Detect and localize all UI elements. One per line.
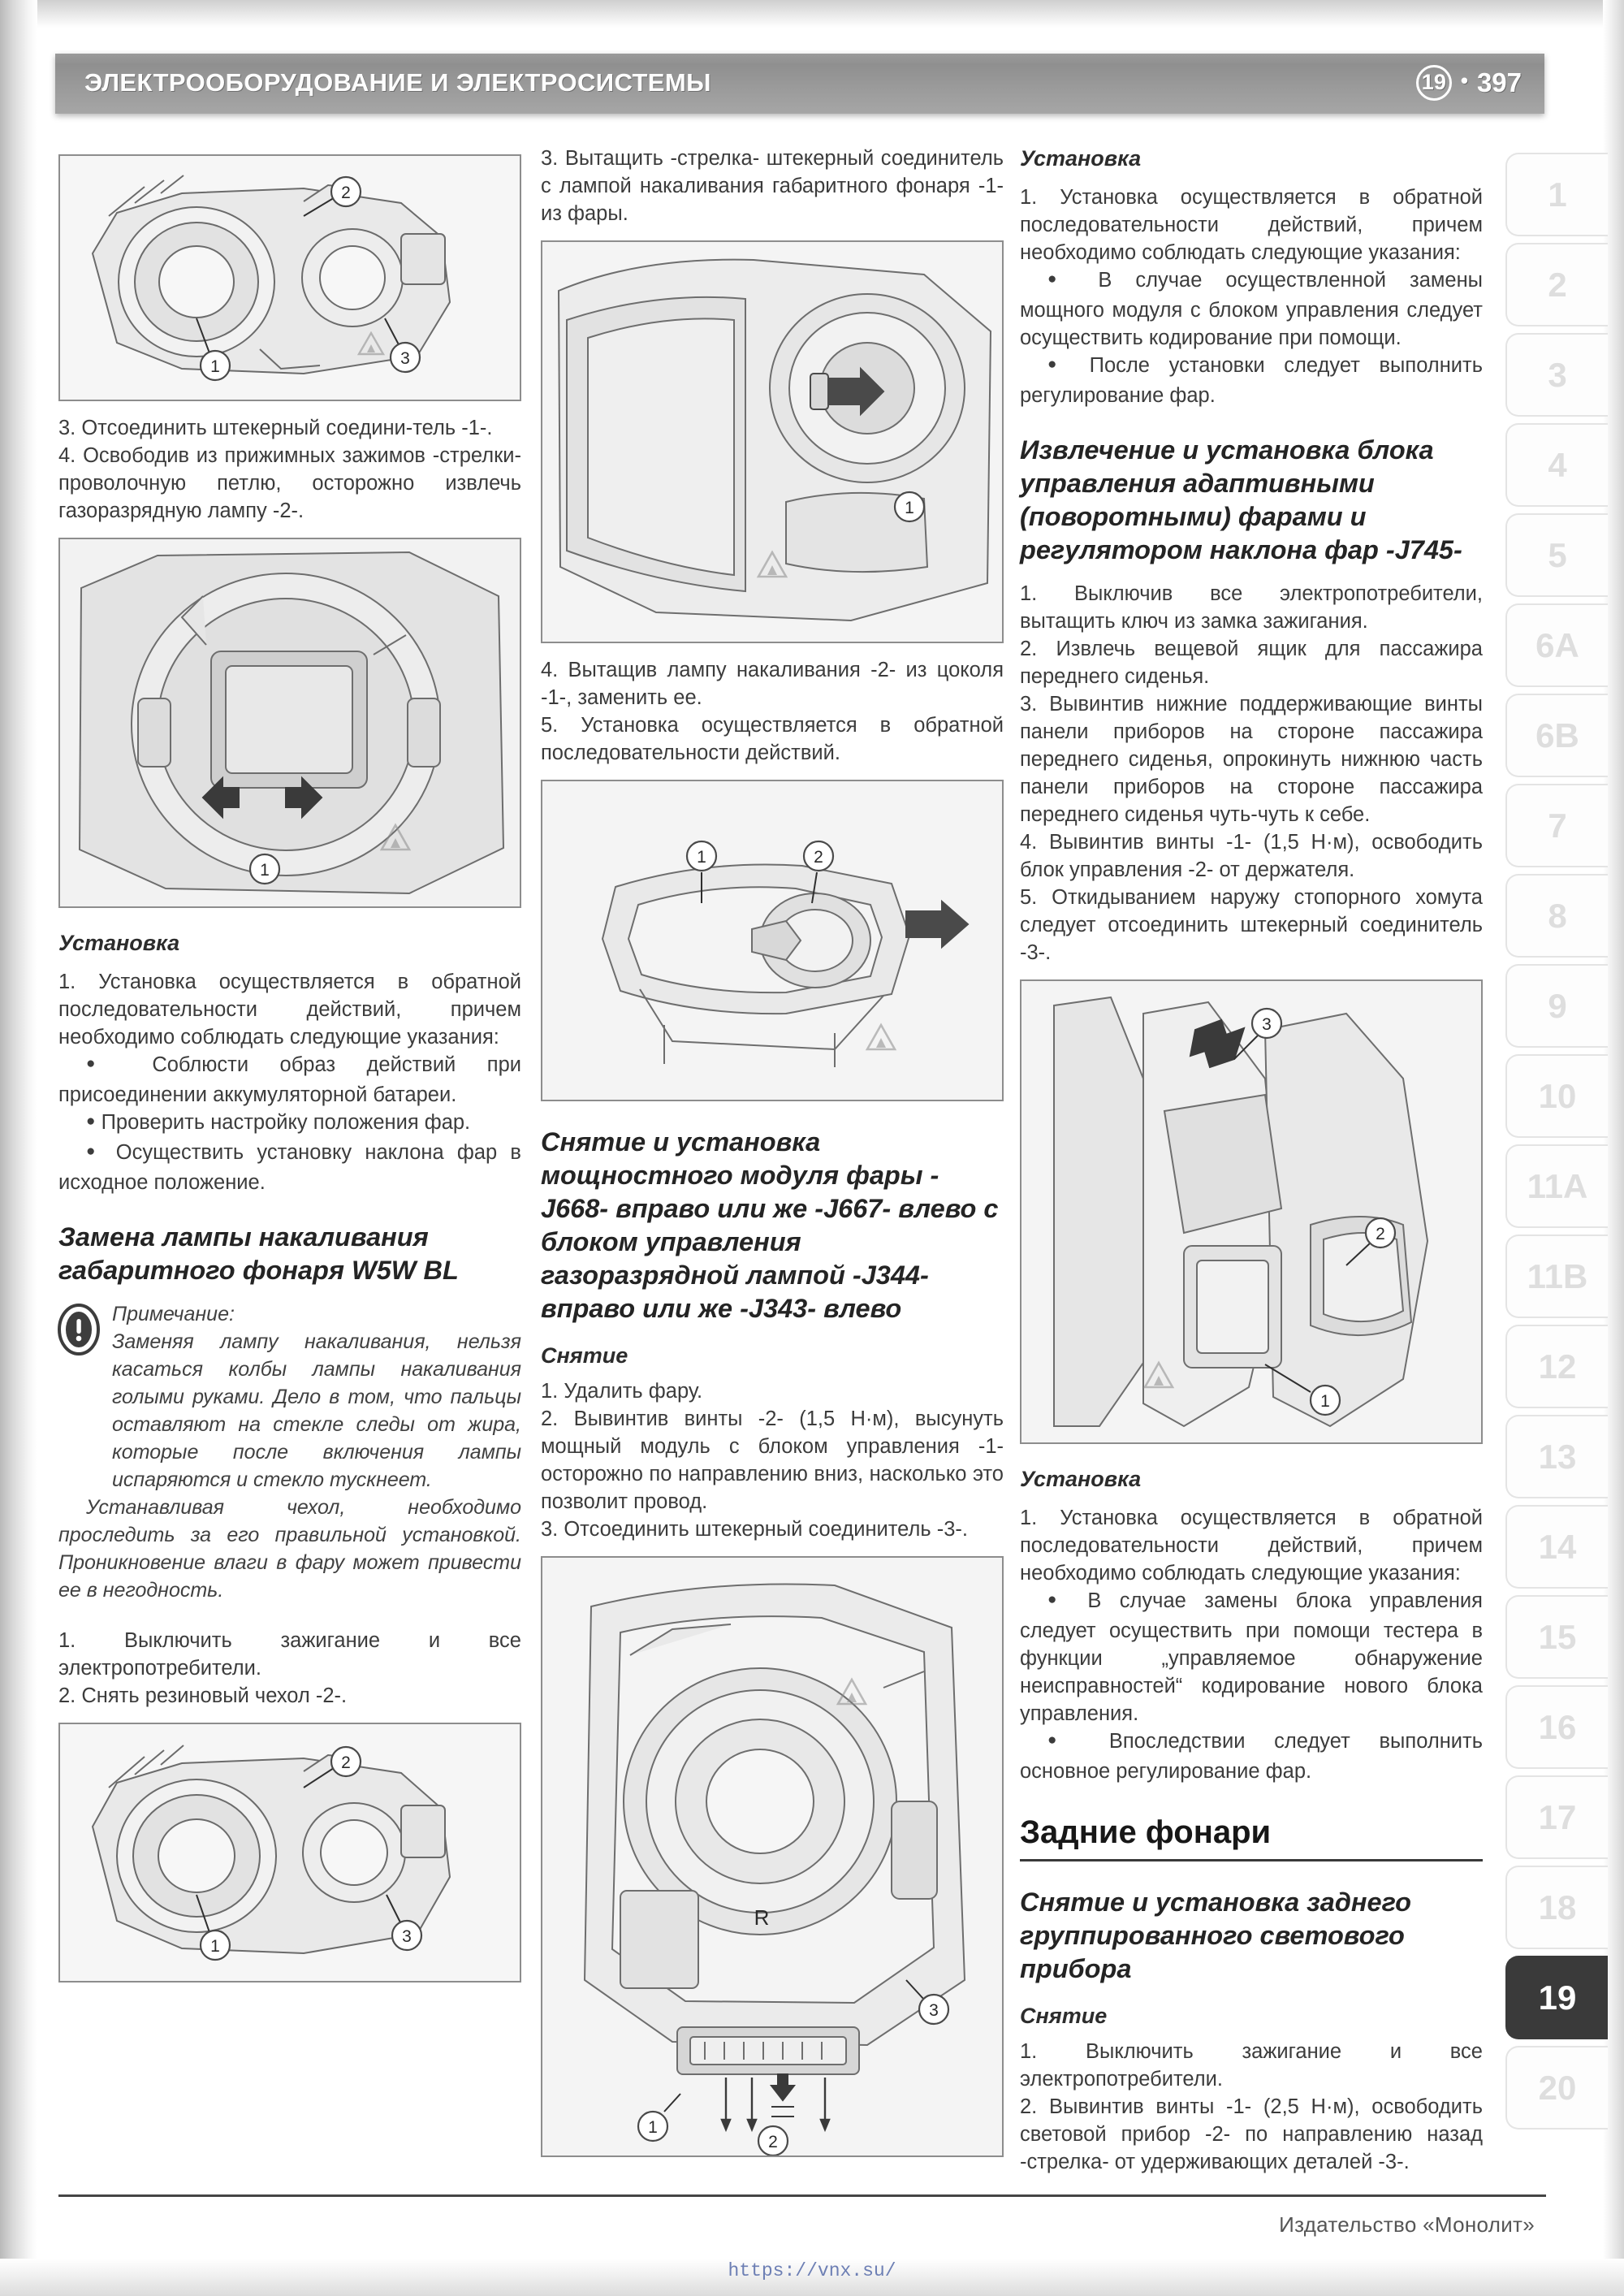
tab-12[interactable]: 12 [1505,1325,1608,1408]
svg-text:2: 2 [341,184,351,202]
step-text: 2. Вывинтив винты -2- (1,5 Н·м), высунуть мощный модуль с блоком управления -1- осторожно по направлению вниз, насколько это позволит провод. [541,1407,1004,1513]
bullet-text: Впоследствии следует выполнить основное регулирование фар. [1020,1730,1483,1783]
scan-edge-top [0,0,1624,28]
bullet-item: ● В случае замены блока управления следует осуществить при помощи тестера в функции „управляемое обнаружение неисправностей“ кодирование нового блока управления. [1020,1589,1483,1725]
column-left [58,145,521,1995]
svg-text:3: 3 [929,2001,939,2020]
tab-13[interactable]: 13 [1505,1415,1608,1498]
note-block [58,1300,521,1604]
step-text: 1. Установка осуществляется в обратной последовательности действий, причем необходимо соблюдать следующие указания: [1020,1507,1483,1585]
step-text: 5. Установка осуществляется в обратной последовательности действий. [541,714,1004,764]
svg-text:1: 1 [210,1937,220,1956]
figure-control-unit [1020,979,1483,1444]
tab-11a[interactable]: 11A [1505,1144,1608,1228]
step-text: 5. Откидыванием наружу стопорного хомута следует отсоединить штекерный соединитель -3-. [1020,886,1483,964]
tab-11b[interactable]: 11B [1505,1234,1608,1318]
svg-text:3: 3 [402,1927,412,1946]
column-middle [541,145,1004,2170]
step-text: 2. Снять резиновый чехол -2-. [58,1684,348,1707]
svg-text:1: 1 [210,357,220,376]
svg-text:3: 3 [1262,1015,1272,1034]
bulb-replacement-heading: Замена лампы накаливания габаритного фонаря W5W BL [58,1222,459,1285]
note-label: Примечание: [112,1303,235,1325]
step-text: 1. Установка осуществляется в обратной последовательности действий, причем необходимо соблюдать следующие указания: [1020,186,1483,264]
page-number-group [1416,65,1522,101]
svg-text:2: 2 [768,2133,778,2151]
figure-bulb-holder [541,780,1004,1101]
chapter-badge: 19 [1416,65,1452,101]
svg-text:1: 1 [905,499,914,517]
step-text: 3. Вывинтив нижние поддерживающие винты панели приборов на стороне пассажира переднего сиденья, опрокинуть нижнюю часть панели приборов на стороне пассажира переднего сиденья чуть-чуть к себе. [1020,693,1483,826]
publisher-name: Издательство «Монолит» [1279,2212,1535,2237]
step-text: 3. Вытащить -стрелка- штекерный соединитель с лампой накаливания габаритного фонаря -1- из фары. [541,147,1004,225]
bullet-item: ● После установки следует выполнить регулирование фар. [1020,354,1483,407]
control-unit-heading: Извлечение и установка блока управления адаптивными (поворотными) фарами и регулятором наклона фар -J745- [1020,435,1462,564]
bullet-item: ● В случае осуществленной замены мощного модуля с блоком управления следует осуществить кодирование при помощи. [1020,269,1483,349]
svg-text:2: 2 [341,1753,351,1772]
tab-5[interactable]: 5 [1505,513,1608,597]
tab-6b[interactable]: 6B [1505,694,1608,777]
figure-headlamp-assembly-2 [58,1723,521,1983]
step-text: 3. Отсоединить штекерный соедини-тель -1-. [58,417,493,439]
note-text: Заменяя лампу накаливания, нельзя касаться колбы лампы накаливания голыми руками. Дело в том, что пальцы оставляют на стекле следы от жира, которые после включения лампы испаряются и стекло тускнеет. [112,1330,521,1491]
scan-edge-left [0,0,37,2296]
step-text: 2. Извлечь вещевой ящик для пассажира переднего сиденья. [1020,638,1483,688]
tab-14[interactable]: 14 [1505,1505,1608,1589]
bullet-text: Соблюсти образ действий при присоединении аккумуляторной батареи. [58,1053,521,1106]
chapter-index-tabs[interactable] [1505,153,1608,2136]
tab-1[interactable]: 1 [1505,153,1608,236]
figure-connector-pull [541,240,1004,643]
step-text: 1. Выключить зажигание и все электропотребители. [58,1629,521,1680]
bullet-item: ● Соблюсти образ действий при присоединении аккумуляторной батареи. [58,1053,521,1106]
figure-gas-discharge-lamp [58,538,521,908]
svg-text:1: 1 [697,848,706,867]
svg-text:2: 2 [814,848,823,867]
bullet-item: ● Впоследствии следует выполнить основное регулирование фар. [1020,1730,1483,1783]
bullet-text: После установки следует выполнить регулирование фар. [1020,354,1483,407]
bullet-item: ● Осуществить установку наклона фар в исходное положение. [58,1141,521,1194]
step-text: 4. Вывинтив винты -1- (1,5 Н·м), освободить блок управления -2- от держателя. [1020,831,1483,881]
install-heading: Установка [1020,1467,1142,1491]
bullet-text: В случае замены блока управления следует осуществить при помощи тестера в функции „управляемое обнаружение неисправностей“ кодирование нового блока управления. [1020,1589,1483,1725]
tab-8[interactable]: 8 [1505,874,1608,958]
bullet-item: ● Проверить настройку положения фар. [86,1111,471,1134]
tab-16[interactable]: 16 [1505,1685,1608,1769]
power-module-heading: Снятие и установка мощностного модуля фары -J668- вправо или же -J667- влево с блоком управления газоразрядной лампой -J344- вправо или же -J343- влево [541,1127,999,1323]
removal-heading: Снятие [541,1343,628,1368]
step-text: 4. Освободив из прижимных зажимов -стрелки- проволочную петлю, осторожно извлечь газоразрядную лампу -2-. [58,444,521,522]
tab-17[interactable]: 17 [1505,1775,1608,1859]
page-title: ЭЛЕКТРООБОРУДОВАНИЕ И ЭЛЕКТРОСИСТЕМЫ [84,68,711,97]
svg-text:3: 3 [400,349,410,368]
tab-6a[interactable]: 6A [1505,603,1608,687]
svg-text:2: 2 [1376,1225,1385,1243]
bullet-text: Осуществить установку наклона фар в исходное положение. [58,1141,521,1194]
tab-10[interactable]: 10 [1505,1054,1608,1138]
tab-9[interactable]: 9 [1505,964,1608,1048]
tab-7[interactable]: 7 [1505,784,1608,867]
footer-divider [58,2194,1546,2197]
step-text: 1. Установка осуществляется в обратной последовательности действий, причем необходимо соблюдать следующие указания: [58,971,521,1049]
separator-dot: • [1460,67,1468,93]
step-text: 1. Удалить фару. [541,1380,703,1403]
bullet-text: Проверить настройку положения фар. [101,1111,471,1134]
tab-19[interactable]: 19 [1505,1956,1608,2039]
note-text: Устанавливая чехол, необходимо проследить за его правильной установкой. Проникновение влаги в фару может привести ее в негодность. [58,1496,521,1602]
svg-text:1: 1 [1320,1392,1330,1411]
column-right [1020,145,1483,2176]
svg-text:1: 1 [260,861,270,880]
exclamation-icon [57,1304,101,1356]
step-text: 4. Вытащив лампу накаливания -2- из цоколя -1-, заменить ее. [541,659,1004,709]
rear-lamp-subheading: Снятие и установка заднего группированного светового прибора [1020,1887,1412,1983]
tab-4[interactable]: 4 [1505,423,1608,507]
step-text: 3. Отсоединить штекерный соединитель -3-. [541,1518,969,1541]
bullet-text: В случае осуществленной замены мощного модуля с блоком управления следует осуществить кодирование при помощи. [1020,269,1483,349]
source-url: https://vnx.su/ [728,2260,896,2281]
tab-15[interactable]: 15 [1505,1595,1608,1679]
install-heading: Установка [1020,146,1142,171]
tab-3[interactable]: 3 [1505,333,1608,417]
tab-20[interactable]: 20 [1505,2046,1608,2130]
step-text: 2. Вывинтив винты -1- (2,5 Н·м), освободить световой прибор -2- по направлению назад -стрелка- от удерживающих деталей -3-. [1020,2095,1483,2173]
svg-text:1: 1 [648,2118,658,2137]
figure-power-module [541,1556,1004,2157]
install-heading: Установка [58,931,180,955]
removal-heading: Снятие [1020,2004,1108,2028]
rear-lamps-heading: Задние фонари [1020,1813,1483,1861]
tab-18[interactable]: 18 [1505,1866,1608,1949]
figure-letter: R [754,1905,770,1930]
step-text: 1. Выключить зажигание и все электропотребители. [1020,2040,1483,2091]
tab-2[interactable]: 2 [1505,243,1608,326]
step-text: 1. Выключив все электропотребители, вытащить ключ из замка зажигания. [1020,582,1483,633]
figure-headlamp-assembly-1 [58,154,521,401]
running-head [55,54,1544,114]
page-number: 397 [1476,67,1522,97]
